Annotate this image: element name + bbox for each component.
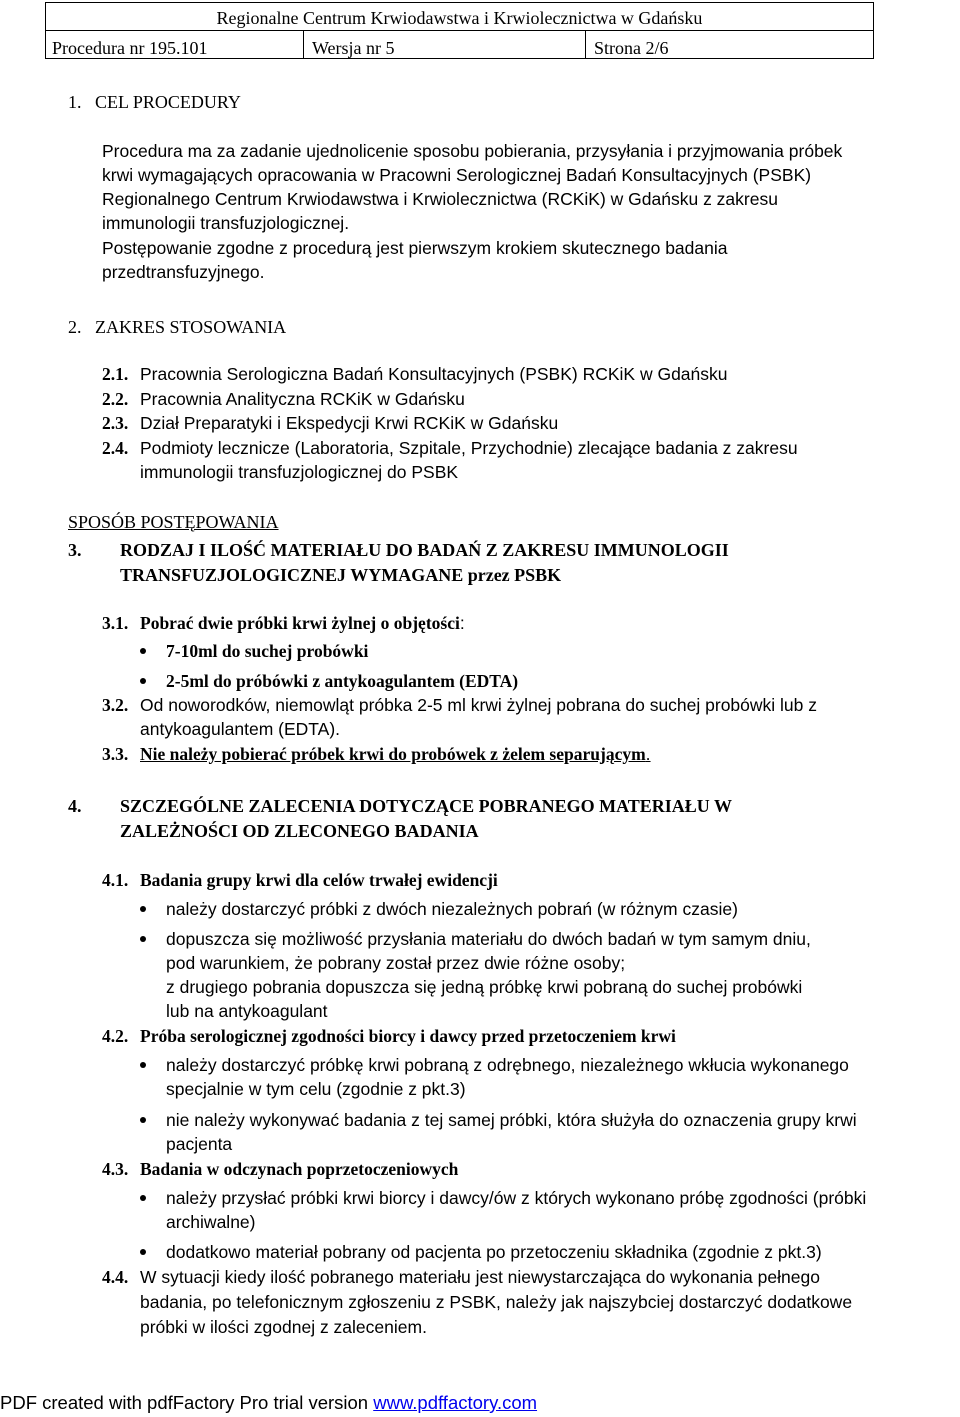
item-number: 3.2. [102, 695, 129, 715]
section-2-heading: 2. ZAKRES STOSOWANIA [68, 317, 287, 337]
s4-item-2-title: Próba serologicznej zgodności biorcy i dawcy przed przetoczeniem krwi [140, 1026, 676, 1046]
s4-bullet: należy przysłać próbki krwi biorcy i dawcy/ów z których wykonano próbę zgodności (próbki [166, 1188, 867, 1208]
footer-link[interactable]: www.pdffactory.com [373, 1392, 538, 1413]
version-cell [304, 31, 586, 59]
item-number: 2.4. [102, 438, 129, 458]
section-4-heading-cont: ZALEŻNOŚCI OD ZLECONEGO BADANIA [120, 821, 479, 841]
bullet-icon [140, 1117, 146, 1123]
item-number: 4.2. [102, 1026, 129, 1046]
scope-item: Pracownia Serologiczna Badań Konsultacyjnych (PSBK) RCKiK w Gdańsku [140, 364, 728, 384]
procedure-number-cell [46, 31, 304, 59]
s4-bullet: nie należy wykonywać badania z tej samej próbki, która służyła do oznaczenia grupy krwi [166, 1110, 857, 1130]
s3-item-1-colon: : [459, 613, 465, 633]
section-1-heading: 1. CEL PROCEDURY [68, 92, 241, 112]
s4-bullet-cont: pacjenta [166, 1134, 233, 1154]
bullet-icon [140, 1062, 146, 1068]
s4-item-4-line: W sytuacji kiedy ilość pobranego materiału jest niewystarczająca do wykonania pełnego [140, 1267, 820, 1287]
page-number-cell [586, 31, 873, 59]
s3-bullet: 7-10ml do suchej probówki [166, 641, 369, 661]
item-number: 2.2. [102, 389, 129, 409]
s3-bullet: 2-5ml do próbówki z antykoagulantem (EDTA) [166, 671, 519, 691]
item-number: 4.1. [102, 870, 129, 890]
procedure-number: Procedura nr 195.101 [52, 38, 208, 58]
s1-paragraph2-line: Postępowanie zgodne z procedurą jest pierwszym krokiem skutecznego badania [102, 238, 728, 258]
section-4-heading: SZCZEGÓLNE ZALECENIA DOTYCZĄCE POBRANEGO MATERIAŁU W [120, 796, 732, 816]
section-3-heading: RODZAJ I ILOŚĆ MATERIAŁU DO BADAŃ Z ZAKRESU IMMUNOLOGII [120, 540, 729, 560]
s1-paragraph-line: immunologii transfuzjologicznej. [102, 213, 350, 233]
section-3-heading-cont: TRANSFUZJOLOGICZNEJ WYMAGANE przez PSBK [120, 565, 562, 585]
s4-bullet: dodatkowo materiał pobrany od pacjenta po przetoczeniu składnika (zgodnie z pkt.3) [166, 1242, 822, 1262]
item-number: 3.1. [102, 613, 129, 633]
institution-title: Regionalne Centrum Krwiodawstwa i Krwiolecznictwa w Gdańsku [216, 8, 703, 28]
s3-item-1 [140, 615, 465, 633]
item-number: 2.3. [102, 413, 129, 433]
method-heading: SPOSÓB POSTĘPOWANIA [68, 512, 279, 532]
s1-paragraph-line: Regionalnego Centrum Krwiodawstwa i Krwiolecznictwa (RCKiK) w Gdańsku z zakresu [102, 189, 778, 209]
s4-item-1-title: Badania grupy krwi dla celów trwałej ewidencji [140, 870, 498, 890]
s4-bullet-cont: pod warunkiem, że pobrany został przez dwie różne osoby; [166, 953, 626, 973]
scope-item-continuation: immunologii transfuzjologicznej do PSBK [140, 462, 459, 482]
s4-bullet-cont: archiwalne) [166, 1212, 256, 1232]
s4-item-3-title: Badania w odczynach poprzetoczeniowych [140, 1159, 459, 1179]
s3-item-3 [140, 746, 651, 764]
bullet-icon [140, 648, 146, 654]
bullet-icon [140, 936, 146, 942]
footer-text: PDF created with pdfFactory Pro trial version [0, 1392, 374, 1413]
s3-item-3-dot: . [645, 744, 651, 764]
s1-paragraph2-line: przedtransfuzyjnego. [102, 262, 265, 282]
s1-paragraph-line: Procedura ma za zadanie ujednolicenie sposobu pobierania, przysyłania i przyjmowania próbek [102, 141, 843, 161]
item-number: 4.3. [102, 1159, 129, 1179]
s4-bullet-cont: specjalnie w tym celu (zgodnie z pkt.3) [166, 1079, 466, 1099]
s4-bullet: należy dostarczyć próbkę krwi pobraną z odrębnego, niezależnego wkłucia wykonanego [166, 1055, 849, 1075]
bullet-icon [140, 1195, 146, 1201]
s4-bullet: należy dostarczyć próbki z dwóch niezależnych pobrań (w różnym czasie) [166, 899, 738, 919]
bullet-icon [140, 678, 146, 684]
item-number: 4.4. [102, 1267, 129, 1287]
s4-item-4-line: próbki w ilości zgodnej z zaleceniem. [140, 1317, 427, 1337]
scope-item: Podmioty lecznicze (Laboratoria, Szpitale, Przychodnie) zlecające badania z zakresu [140, 438, 798, 458]
s4-bullet-cont: lub na antykoagulant [166, 1001, 328, 1021]
bullet-icon [140, 1249, 146, 1255]
s3-item-1-text: Pobrać dwie próbki krwi żylnej o objętości [140, 613, 460, 633]
section-3-number: 3. [68, 540, 82, 560]
s1-paragraph-line: krwi wymagających opracowania w Pracowni Serologicznej Badań Konsultacyjnych (PSBK) [102, 165, 812, 185]
bullet-icon [140, 906, 146, 912]
item-number: 3.3. [102, 744, 129, 764]
version-number: Wersja nr 5 [312, 38, 395, 58]
pdf-footer [0, 1392, 537, 1414]
scope-item: Dział Preparatyki i Ekspedycji Krwi RCKiK w Gdańsku [140, 413, 559, 433]
s4-item-4-line: badania, po telefonicznym zgłoszeniu z PSBK, należy jak najszybciej dostarczyć dodatkowe [140, 1292, 853, 1312]
document-header-table [45, 2, 874, 59]
s4-bullet-cont: z drugiego pobrania dopuszcza się jedną próbkę krwi pobraną do suchej probówki [166, 977, 803, 997]
s3-item-2-line: antykoagulantem (EDTA). [140, 719, 341, 739]
s3-item-3-text: Nie należy pobierać próbek krwi do probówek z żelem separującym [140, 744, 646, 764]
header-title-row [46, 3, 873, 31]
s3-item-2-line: Od noworodków, niemowląt próbka 2-5 ml krwi żylnej pobrana do suchej probówki lub z [140, 695, 818, 715]
item-number: 2.1. [102, 364, 129, 384]
s4-bullet: dopuszcza się możliwość przysłania materiału do dwóch badań w tym samym dniu, [166, 929, 811, 949]
section-4-number: 4. [68, 796, 82, 816]
page-number: Strona 2/6 [594, 38, 669, 58]
scope-item: Pracownia Analityczna RCKiK w Gdańsku [140, 389, 465, 409]
